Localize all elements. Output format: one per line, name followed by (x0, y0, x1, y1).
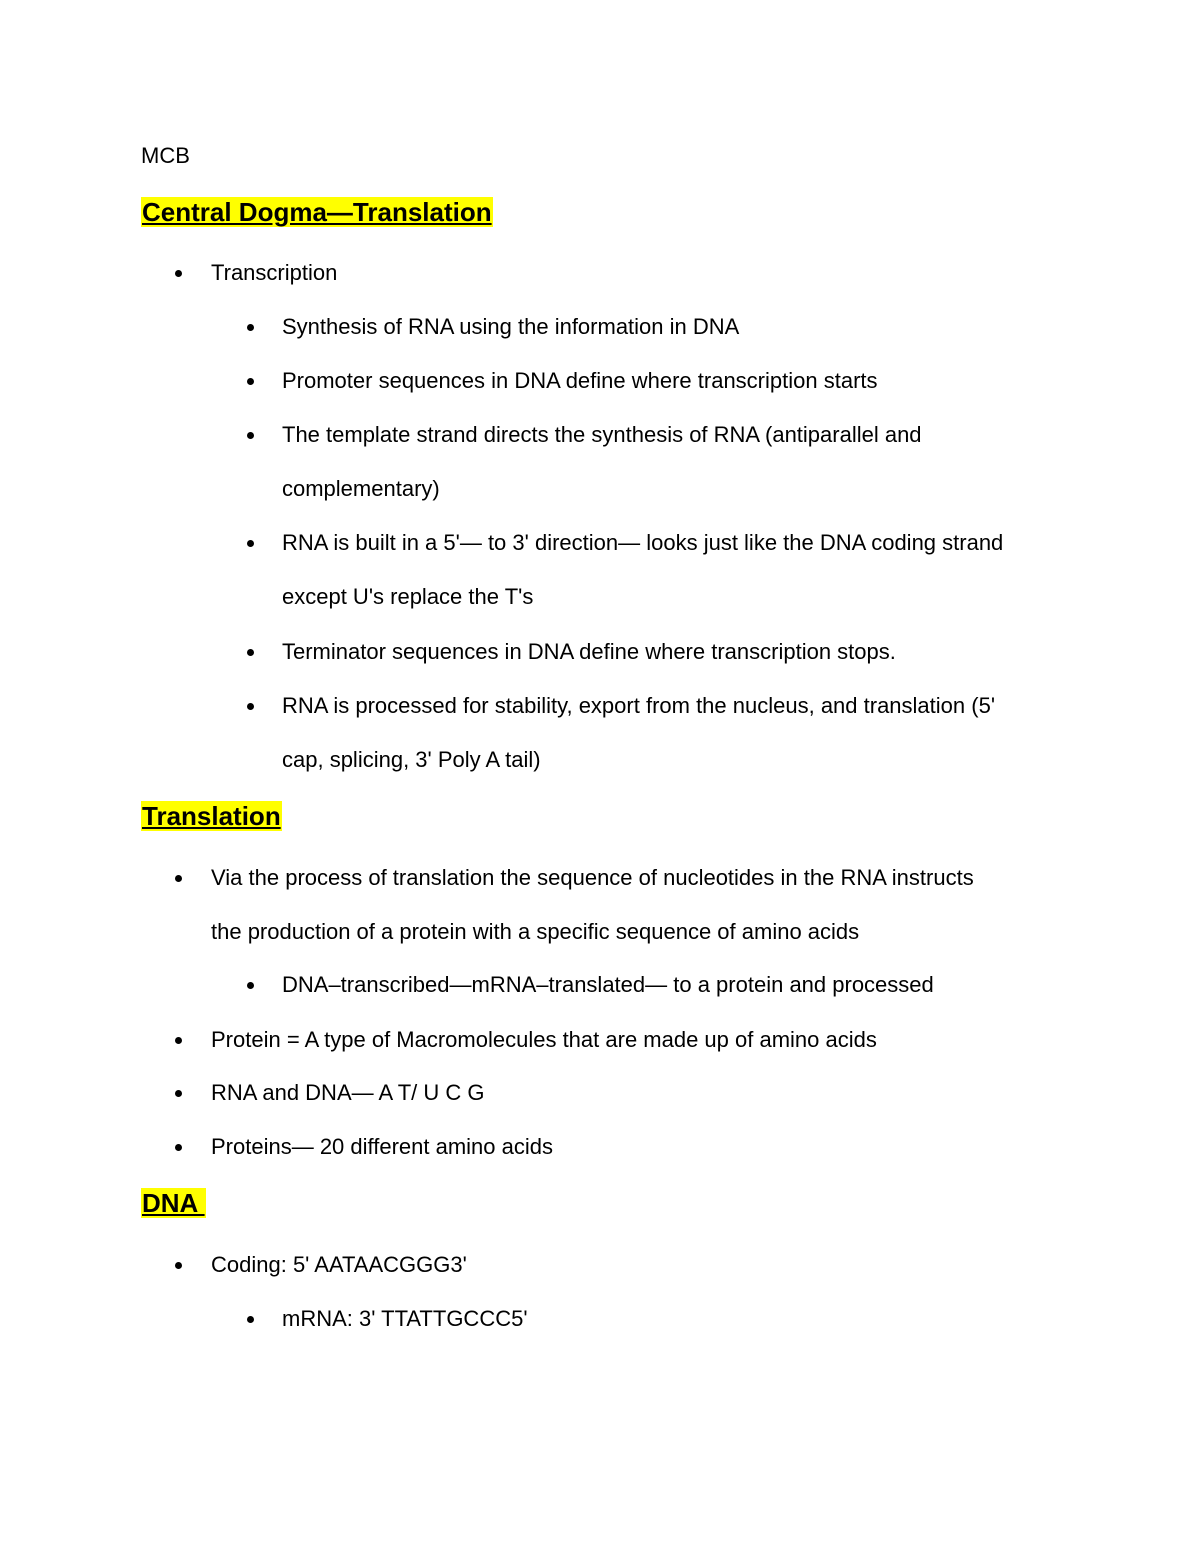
list-item (211, 851, 974, 959)
bullet-icon (175, 270, 182, 277)
bullet-icon (247, 703, 254, 710)
heading-highlight: Central Dogma—Translation (142, 197, 492, 227)
bullet-icon (247, 982, 254, 989)
list-item-text-continued: except U's replace the T's (282, 584, 534, 609)
heading-highlight: DNA (142, 1188, 205, 1218)
list-item-text: mRNA: 3' TTATTGCCC5' (282, 1306, 528, 1331)
bullet-icon (247, 1316, 254, 1323)
list-item-text-continued: cap, splicing, 3' Poly A tail) (282, 747, 541, 772)
list-item-text: The template strand directs the synthesis of RNA (antiparallel and (282, 422, 922, 447)
list-item-text: Promoter sequences in DNA define where transcription starts (282, 368, 878, 393)
list-item-text: Proteins— 20 different amino acids (211, 1134, 553, 1159)
heading-highlight: Translation (142, 801, 281, 831)
bullet-icon (247, 540, 254, 547)
list-item-text: Protein = A type of Macromolecules that are made up of amino acids (211, 1027, 877, 1052)
list-item (282, 354, 878, 408)
list-item (282, 516, 1003, 624)
section-heading-central-dogma (141, 196, 493, 228)
bullet-icon (175, 875, 182, 882)
list-item (282, 625, 896, 679)
bullet-icon (247, 324, 254, 331)
document-title: MCB (141, 143, 190, 168)
list-item (282, 1292, 528, 1346)
bullet-icon (247, 649, 254, 656)
bullet-icon (175, 1090, 182, 1097)
list-item (211, 1013, 877, 1067)
bullet-icon (247, 378, 254, 385)
list-item-text: Synthesis of RNA using the information in DNA (282, 314, 740, 339)
list-item-text: Terminator sequences in DNA define where transcription stops. (282, 639, 896, 664)
bullet-icon (247, 432, 254, 439)
list-item (211, 1120, 553, 1174)
list-item (282, 300, 739, 354)
list-item-text: RNA is built in a 5'— to 3' direction— looks just like the DNA coding strand (282, 530, 1004, 555)
list-item-text: Coding: 5' AATAACGGG3' (211, 1252, 467, 1277)
list-item (282, 679, 995, 787)
list-item-text: Via the process of translation the sequence of nucleotides in the RNA instructs (211, 865, 974, 890)
bullet-icon (175, 1262, 182, 1269)
list-item-text-continued: the production of a protein with a specific sequence of amino acids (211, 919, 860, 944)
list-item (211, 246, 337, 300)
list-item-text: Transcription (211, 260, 338, 285)
list-item-text: DNA–transcribed—mRNA–translated— to a protein and processed (282, 972, 934, 997)
list-item-text: RNA and DNA— A T/ U C G (211, 1080, 485, 1105)
list-item (211, 1238, 467, 1292)
section-heading-translation (141, 800, 282, 832)
bullet-icon (175, 1037, 182, 1044)
section-heading-dna (141, 1187, 206, 1219)
list-item (211, 1066, 484, 1120)
list-item (282, 408, 922, 516)
bullet-icon (175, 1144, 182, 1151)
list-item (282, 958, 934, 1012)
list-item-text-continued: complementary) (282, 476, 440, 501)
list-item-text: RNA is processed for stability, export from the nucleus, and translation (5' (282, 693, 996, 718)
